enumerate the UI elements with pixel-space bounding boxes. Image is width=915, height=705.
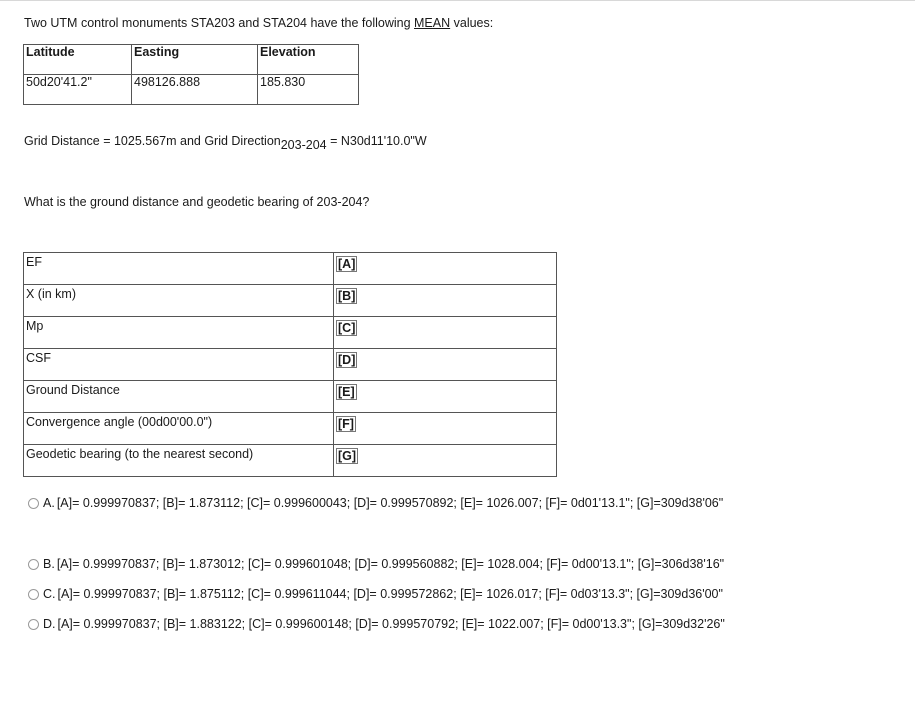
table-row	[24, 349, 557, 381]
option-a[interactable]	[28, 496, 723, 510]
option-text: [A]= 0.999970837; [B]= 1.873112; [C]= 0.999600043; [D]= 0.999570892; [E]= 1026.007; [F]= 0d01'13.1"; [G]=309d38'06"	[56, 496, 724, 510]
radio-button-icon[interactable]	[28, 559, 39, 570]
top-divider	[0, 0, 915, 1]
answer-placeholder-b: [B]	[338, 289, 356, 303]
table-row	[24, 285, 557, 317]
monument-header-row	[24, 45, 359, 75]
value-easting: 498126.888	[132, 75, 258, 105]
grid-direction-subscript: 203-204	[280, 138, 327, 152]
grid-info: Grid Distance = 1025.567m and Grid Direction$_{203-204}$ = N30d11'10.0"W	[24, 134, 427, 152]
table-row	[24, 445, 557, 477]
monument-value-row	[24, 75, 359, 105]
monument-table	[23, 44, 359, 105]
table-row	[24, 253, 557, 285]
table-row	[24, 413, 557, 445]
row-label-csf: CSF	[24, 349, 334, 381]
radio-button-icon[interactable]	[28, 589, 39, 600]
row-label-mp: Mp	[24, 317, 334, 349]
value-latitude: 50d20'41.2"	[24, 75, 132, 105]
answer-placeholder-f: [F]	[338, 417, 354, 431]
option-text: [A]= 0.999970837; [B]= 1.875112; [C]= 0.999611044; [D]= 0.999572862; [E]= 1026.017; [F]= 0d03'13.3"; [G]=309d36'00"	[57, 587, 723, 601]
table-row	[24, 317, 557, 349]
row-label-x: X (in km)	[24, 285, 334, 317]
option-letter: C.	[43, 587, 56, 601]
question-text: What is the ground distance and geodetic bearing of 203-204?	[24, 195, 370, 209]
answer-placeholder-d: [D]	[338, 353, 356, 367]
answer-placeholder-e: [E]	[338, 385, 355, 399]
value-elevation: 185.830	[258, 75, 359, 105]
option-letter: B.	[43, 557, 55, 571]
answer-table	[23, 252, 557, 477]
answer-placeholder-c: [C]	[338, 321, 356, 335]
option-letter: A.	[43, 496, 55, 510]
option-c[interactable]	[28, 587, 723, 601]
option-b[interactable]	[28, 557, 724, 571]
row-label-geodetic-bearing: Geodetic bearing (to the nearest second)	[24, 445, 334, 477]
table-row	[24, 381, 557, 413]
header-easting: Easting	[132, 45, 258, 75]
row-label-ground-distance: Ground Distance	[24, 381, 334, 413]
option-letter: D.	[43, 617, 56, 631]
row-label-ef: EF	[24, 253, 334, 285]
intro-text: Two UTM control monuments STA203 and STA204 have the following MEAN values:	[24, 16, 494, 30]
header-latitude: Latitude	[24, 45, 132, 75]
header-elevation: Elevation	[258, 45, 359, 75]
mean-underlined: MEAN	[414, 16, 451, 30]
option-text: [A]= 0.999970837; [B]= 1.873012; [C]= 0.999601048; [D]= 0.999560882; [E]= 1028.004; [F]= 0d00'13.1"; [G]=306d38'16"	[56, 557, 725, 571]
radio-button-icon[interactable]	[28, 498, 39, 509]
row-label-convergence: Convergence angle (00d00'00.0")	[24, 413, 334, 445]
answer-placeholder-g: [G]	[338, 449, 357, 463]
answer-placeholder-a: [A]	[338, 257, 356, 271]
option-d[interactable]	[28, 617, 725, 631]
radio-button-icon[interactable]	[28, 619, 39, 630]
option-text: [A]= 0.999970837; [B]= 1.883122; [C]= 0.999600148; [D]= 0.999570792; [E]= 1022.007; [F]= 0d00'13.3"; [G]=309d32'26"	[57, 617, 725, 631]
